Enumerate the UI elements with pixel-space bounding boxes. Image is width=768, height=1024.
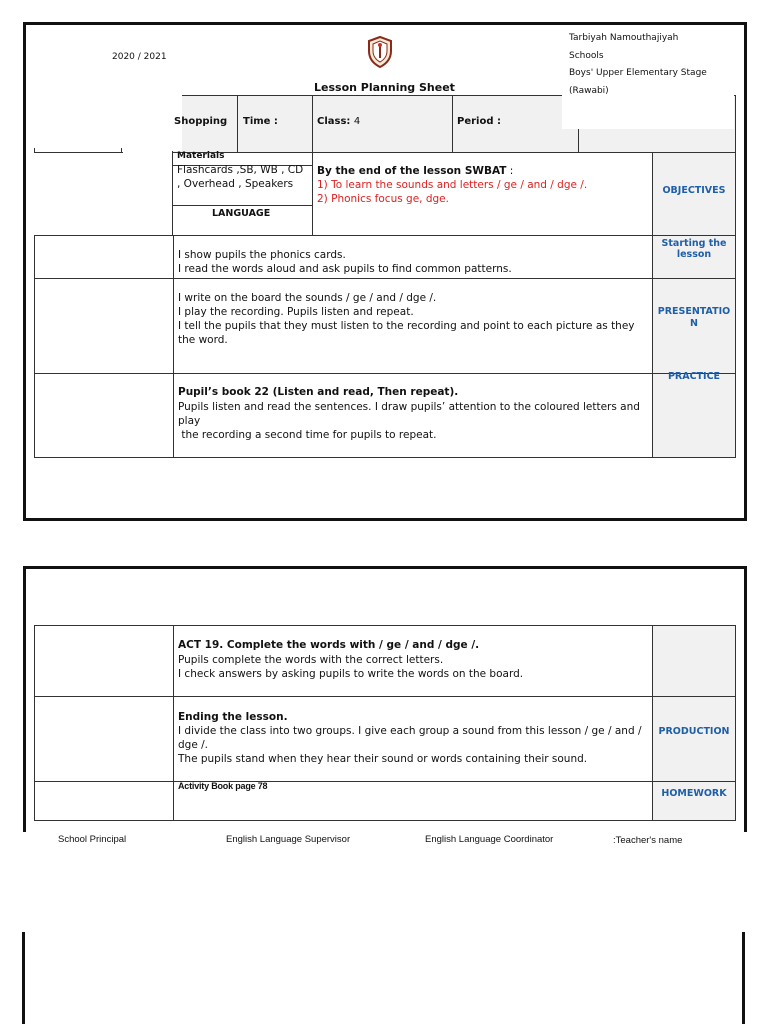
homework-side-label: HOMEWORK <box>661 788 727 799</box>
presentation-line: I play the recording. Pupils listen and repeat. <box>178 306 414 318</box>
left-cell <box>34 781 174 821</box>
left-cell <box>34 235 174 279</box>
ending-line: The pupils stand when they hear their sound or words containing their sound. <box>178 753 588 765</box>
practice-side-label: PRACTICE <box>667 371 721 382</box>
signature-supervisor: English Language Supervisor <box>226 834 351 845</box>
class-value: 4 <box>353 116 361 127</box>
homework-text: Activity Book page 78 <box>178 781 268 791</box>
school-line: Schools <box>569 50 604 61</box>
time-label: Time : <box>243 116 278 127</box>
page-title: Lesson Planning Sheet <box>314 81 455 94</box>
left-cell <box>34 625 174 697</box>
left-cell <box>34 373 174 458</box>
materials-label: Materials <box>177 151 225 161</box>
act19-line: Pupils complete the words with the correct letters. <box>178 654 444 666</box>
class-label <box>317 116 360 127</box>
school-info <box>569 30 707 100</box>
objective-2: 2) Phonics focus ge, dge. <box>317 193 449 205</box>
school-line: (Rawabi) <box>569 85 609 96</box>
page-3-frame <box>22 932 25 1024</box>
ending-line: I divide the class into two groups. I give each group a sound from this lesson / ge / and / dge /. <box>178 725 642 751</box>
topic-label: Shopping <box>174 116 228 127</box>
signature-teacher: :Teacher's name <box>613 835 683 846</box>
side-cell <box>652 373 736 458</box>
act19-line: I check answers by asking pupils to write the words on the board. <box>178 668 524 680</box>
left-cell <box>34 696 174 782</box>
starting-line: I read the words aloud and ask pupils to find common patterns. <box>178 263 512 275</box>
presentation-line: I write on the board the sounds / ge / and / dge /. <box>178 292 437 304</box>
objectives-heading <box>317 164 513 178</box>
language-label: LANGUAGE <box>212 208 271 219</box>
period-label: Period : <box>457 116 501 127</box>
objectives-heading-rest: : <box>506 165 514 177</box>
starting-side-label: Starting the lesson <box>661 238 727 260</box>
class-key: Class: <box>317 116 351 127</box>
school-logo <box>366 35 394 69</box>
school-line: Tarbiyah Namouthajiyah <box>569 33 679 43</box>
starting-line: I show pupils the phonics cards. <box>178 249 346 261</box>
practice-line: the recording a second time for pupils to repeat. <box>178 429 437 441</box>
year-text: 2020 / 2021 <box>112 52 167 62</box>
page-3-frame-right <box>742 932 745 1024</box>
act19-heading: ACT 19. Complete the words with / ge / and / dge /. <box>178 639 480 651</box>
objectives-heading-bold: By the end of the lesson SWBAT <box>317 165 507 177</box>
side-cell <box>652 696 736 782</box>
signature-principal: School Principal <box>58 834 127 845</box>
practice-heading: Pupil’s book 22 (Listen and read, Then repeat). <box>178 386 459 398</box>
left-cell <box>34 278 174 374</box>
objectives-side-label: OBJECTIVES <box>662 185 726 196</box>
objective-1: 1) To learn the sounds and letters / ge / and / dge /. <box>317 179 588 191</box>
presentation-line: I tell the pupils that they must listen to the recording and point to each picture as they the word. <box>178 320 635 346</box>
presentation-side-label: PRESENTATIO N <box>657 306 731 329</box>
ending-heading: Ending the lesson. <box>178 711 288 723</box>
side-cell <box>652 625 736 697</box>
side-cell <box>652 781 736 821</box>
practice-line: Pupils listen and read the sentences. I draw pupils’ attention to the coloured letters and play <box>178 401 640 427</box>
school-line: Boys' Upper Elementary Stage <box>569 68 707 78</box>
signature-coordinator: English Language Coordinator <box>425 834 554 845</box>
materials-value: Flashcards ,SB, WB , CD , Overhead , Speakers <box>177 164 304 190</box>
production-side-label: PRODUCTION <box>658 726 730 737</box>
